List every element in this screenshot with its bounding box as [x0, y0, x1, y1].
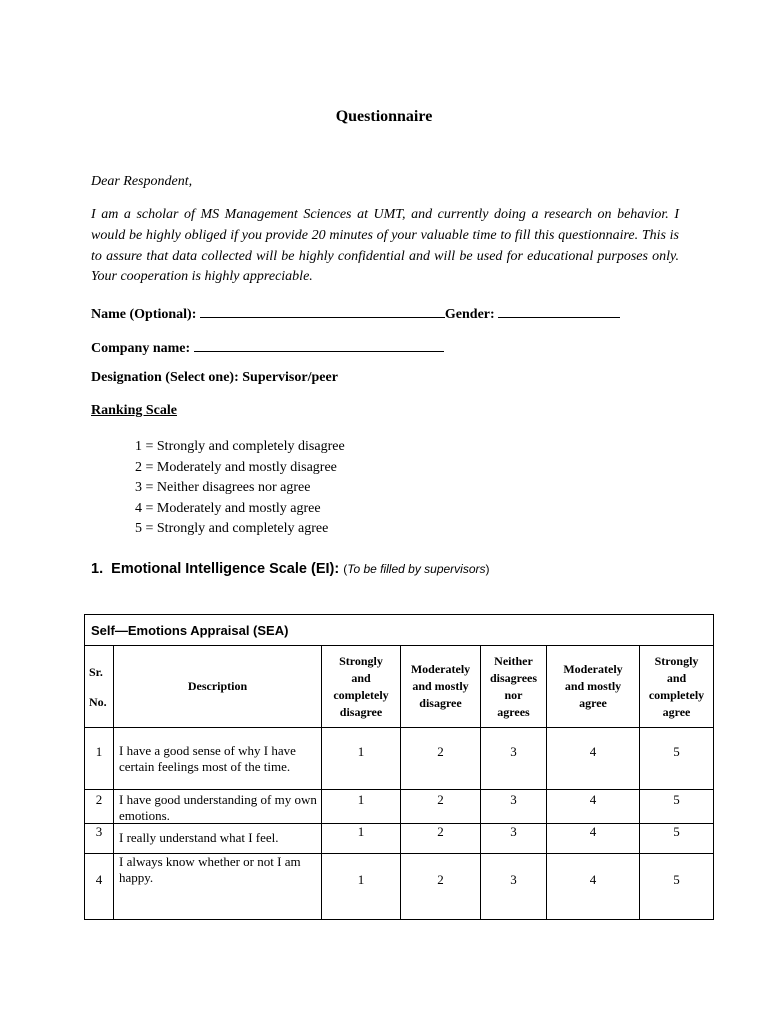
table-header-row	[85, 646, 714, 728]
row-number: 4	[85, 854, 114, 920]
header-line: Moderately	[410, 662, 471, 676]
row-description: I have good understanding of my own emotions.	[114, 790, 322, 824]
scale-item: 3 = Neither disagrees nor agree	[135, 480, 311, 496]
table-row	[85, 854, 714, 920]
rating-option[interactable]: 3	[481, 728, 547, 790]
header-strongly-agree	[640, 646, 714, 728]
sea-table	[84, 614, 714, 920]
row-description: I really understand what I feel.	[114, 824, 322, 854]
rating-option[interactable]: 5	[640, 854, 714, 920]
header-line: nor	[504, 687, 523, 702]
rating-option[interactable]: 2	[401, 824, 481, 854]
row-number: 3	[85, 824, 114, 854]
scale-item: 1 = Strongly and completely disagree	[135, 439, 345, 454]
rating-option[interactable]: 1	[322, 824, 401, 854]
rating-option[interactable]: 2	[401, 854, 481, 920]
note-close: )	[485, 562, 490, 576]
header-line: completely	[333, 687, 389, 702]
header-line: agree	[579, 696, 607, 710]
header-neither	[481, 646, 547, 728]
header-line: and	[351, 670, 371, 685]
header-line: disagree	[419, 696, 462, 710]
name-gender-row	[91, 303, 620, 323]
header-line: Moderately	[563, 662, 623, 676]
header-line: disagree	[339, 704, 383, 719]
section-title: Emotional Intelligence Scale (EI):	[111, 561, 340, 577]
header-sr-line: Sr.	[89, 664, 103, 679]
rating-option[interactable]: 4	[547, 728, 640, 790]
header-line: completely	[648, 687, 705, 702]
rating-option[interactable]: 5	[640, 790, 714, 824]
company-row	[91, 337, 444, 357]
header-no-line: No.	[89, 694, 107, 709]
scale-item: 5 = Strongly and completely agree	[135, 521, 329, 537]
section-number: 1.	[91, 561, 104, 577]
header-line: and	[666, 670, 687, 685]
note-text: To be filled by supervisors	[347, 562, 486, 576]
section-heading	[91, 561, 490, 577]
section-note	[343, 562, 489, 576]
intro-paragraph: I am a scholar of MS Management Sciences at UMT, and currently doing a research on behavior. I would be highly obliged if you provide 20 minutes of your valuable time to fill this questionnaire. This is to assure that data collected will be highly confidential and will be used for educational purposes only. Your cooperation is highly appreciable.	[91, 207, 679, 285]
header-line: and mostly	[412, 679, 469, 693]
row-description: I always know whether or not I am happy.	[114, 854, 322, 920]
designation-row: Designation (Select one): Supervisor/peer	[91, 370, 338, 385]
ranking-scale-list	[135, 437, 345, 540]
row-number: 2	[85, 790, 114, 824]
header-line: and mostly	[564, 679, 622, 693]
header-line: Neither	[494, 653, 533, 668]
note-open: (	[343, 562, 348, 576]
rating-option[interactable]: 3	[481, 790, 547, 824]
header-sr-no	[85, 646, 114, 728]
salutation: Dear Respondent,	[91, 174, 193, 189]
gender-label: Gender:	[444, 307, 495, 322]
rating-option[interactable]: 5	[640, 728, 714, 790]
rating-option[interactable]: 2	[401, 790, 481, 824]
rating-option[interactable]: 1	[322, 854, 401, 920]
rating-option[interactable]: 4	[547, 790, 640, 824]
header-line: disagrees	[489, 670, 538, 685]
rating-option[interactable]: 3	[481, 824, 547, 854]
name-label: Name (Optional):	[91, 307, 197, 322]
rating-option[interactable]: 2	[401, 728, 481, 790]
table-row	[85, 728, 714, 790]
header-moderately-agree	[547, 646, 640, 728]
header-line: Strongly	[654, 653, 699, 668]
row-description: I have a good sense of why I have certain feelings most of the time.	[114, 728, 322, 790]
scale-item: 2 = Moderately and mostly disagree	[135, 459, 337, 475]
row-number: 1	[85, 728, 114, 790]
page-title: Questionnaire	[335, 108, 433, 125]
name-blank[interactable]	[200, 303, 445, 318]
header-moderately-disagree	[401, 646, 481, 728]
table-caption: Self—Emotions Appraisal (SEA)	[85, 615, 714, 646]
gender-blank[interactable]	[498, 303, 620, 318]
company-label: Company name:	[91, 341, 191, 356]
header-line: agree	[662, 704, 691, 719]
header-line: agrees	[497, 704, 530, 719]
header-line: Strongly	[339, 653, 383, 668]
rating-option[interactable]: 1	[322, 790, 401, 824]
scale-item: 4 = Moderately and mostly agree	[135, 500, 321, 516]
rating-option[interactable]: 4	[547, 824, 640, 854]
rating-option[interactable]: 3	[481, 854, 547, 920]
rating-option[interactable]: 1	[322, 728, 401, 790]
header-strongly-disagree	[322, 646, 401, 728]
table-row	[85, 790, 714, 824]
rating-option[interactable]: 4	[547, 854, 640, 920]
rating-option[interactable]: 5	[640, 824, 714, 854]
header-description: Description	[114, 646, 322, 728]
ranking-scale-heading: Ranking Scale	[91, 403, 177, 418]
company-blank[interactable]	[194, 337, 444, 352]
table-row	[85, 824, 714, 854]
